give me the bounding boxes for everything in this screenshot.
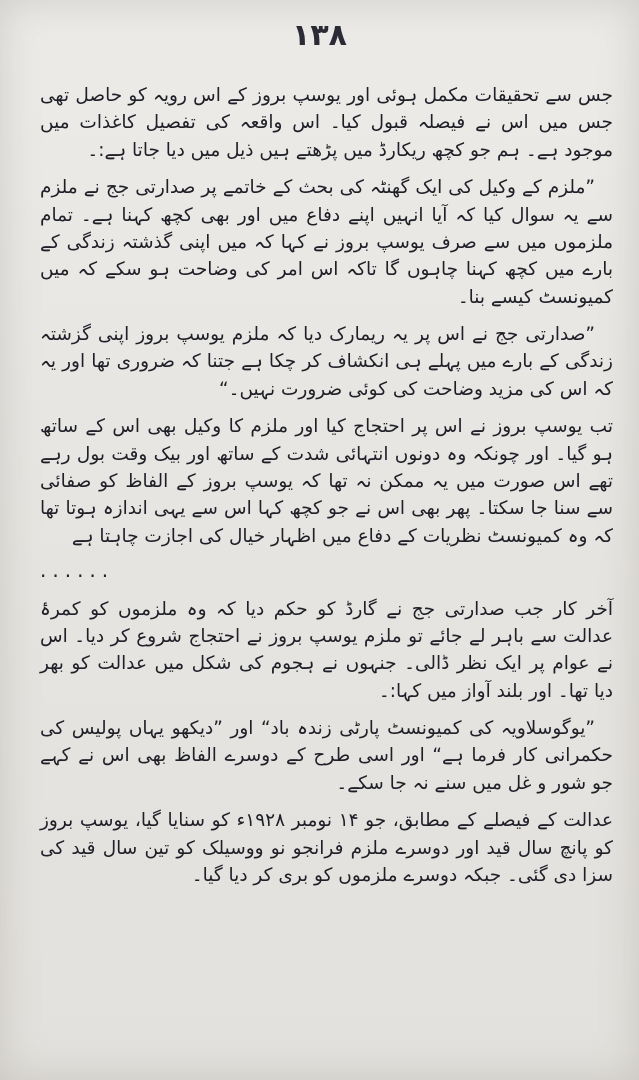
- paragraph: آخر کار جب صدارتی جج نے گارڈ کو حکم دیا کہ وہ ملزموں کو کمرۂ عدالت سے باہر لے جائے تو ملزم یوسپ بروز نے احتجاج شروع کر دیا۔ اس نے عوام پر ایک نظر ڈالی۔ جنہوں نے ہجوم کی شکل میں عدالت کو بھر دیا تھا۔ اور بلند آواز میں کہا:۔: [40, 598, 613, 702]
- paragraph: جس سے تحقیقات مکمل ہوئی اور یوسپ بروز کے اس رویہ کو حاصل تھی جس میں اس نے فیصلہ قبول کیا۔ اس واقعہ کی تفصیل کاغذات میں موجود ہے۔ ہم جو کچھ ریکارڈ میں پڑھتے ہیں ذیل میں دیا جاتا ہے:۔: [40, 85, 613, 161]
- ellipsis: ......: [40, 558, 115, 582]
- body-text: [40, 82, 613, 1050]
- paragraph: ”ملزم کے وکیل کی ایک گھنٹہ کی بحث کے خاتمے پر صدارتی جج نے ملزم سے یہ سوال کیا کہ آیا انہیں اپنے دفاع میں اور بھی کچھ کہنا ہے۔ تمام ملزموں میں سے صرف یوسپ بروز نے کہا کہ میں اپنی گذشتہ زندگی کے بارے میں کچھ کہنا چاہوں گا تاکہ اس امر کی وضاحت ہو سکے کہ میں کمیونسٹ کیسے بنا۔: [40, 177, 613, 308]
- page-number: ۱۳۸: [292, 18, 347, 53]
- paragraph: تب یوسپ بروز نے اس پر احتجاج کیا اور ملزم کا وکیل بھی اس کے ساتھ ہو گیا۔ اور چونکہ وہ دونوں انتہائی شدت کے ساتھ اور بیک وقت بول رہے تھے اس صورت میں یہ ممکن نہ تھا کہ یوسپ بروز کے الفاظ کو صفائی سے سنا جا سکتا۔ پھر بھی اس نے جو کچھ کہا اس سے یہی اندازہ ہوتا تھا کہ وہ کمیونسٹ نظریات کے دفاع میں اظہار خیال کی اجازت چاہتا ہے: [40, 416, 613, 547]
- paragraph: ”یوگوسلاویہ کی کمیونسٹ پارٹی زندہ باد“ اور ”دیکھو یہاں پولیس کی حکمرانی کار فرما ہے“ اور اسی طرح کے دوسرے الفاظ بھی اس نے کہے جو شور و غل میں سنے نہ جا سکے۔: [40, 718, 613, 794]
- paragraph: عدالت کے فیصلے کے مطابق، جو ۱۴ نومبر ۱۹۲۸ء کو سنایا گیا، یوسپ بروز کو پانچ سال قید اور دوسرے ملزم فرانجو نو ووسیلک کو تین سال قید کی سزا دی گئی۔ جبکہ دوسرے ملزموں کو بری کر دیا گیا۔: [40, 810, 613, 886]
- paragraph: ”صدارتی جج نے اس پر یہ ریمارک دیا کہ ملزم یوسپ بروز اپنی گزشتہ زندگی کے بارے میں پہلے ہی انکشاف کر چکا ہے جتنا کہ ضروری تھا اور یہ کہ اس کی مزید وضاحت کی کوئی ضرورت نہیں۔“: [40, 324, 613, 400]
